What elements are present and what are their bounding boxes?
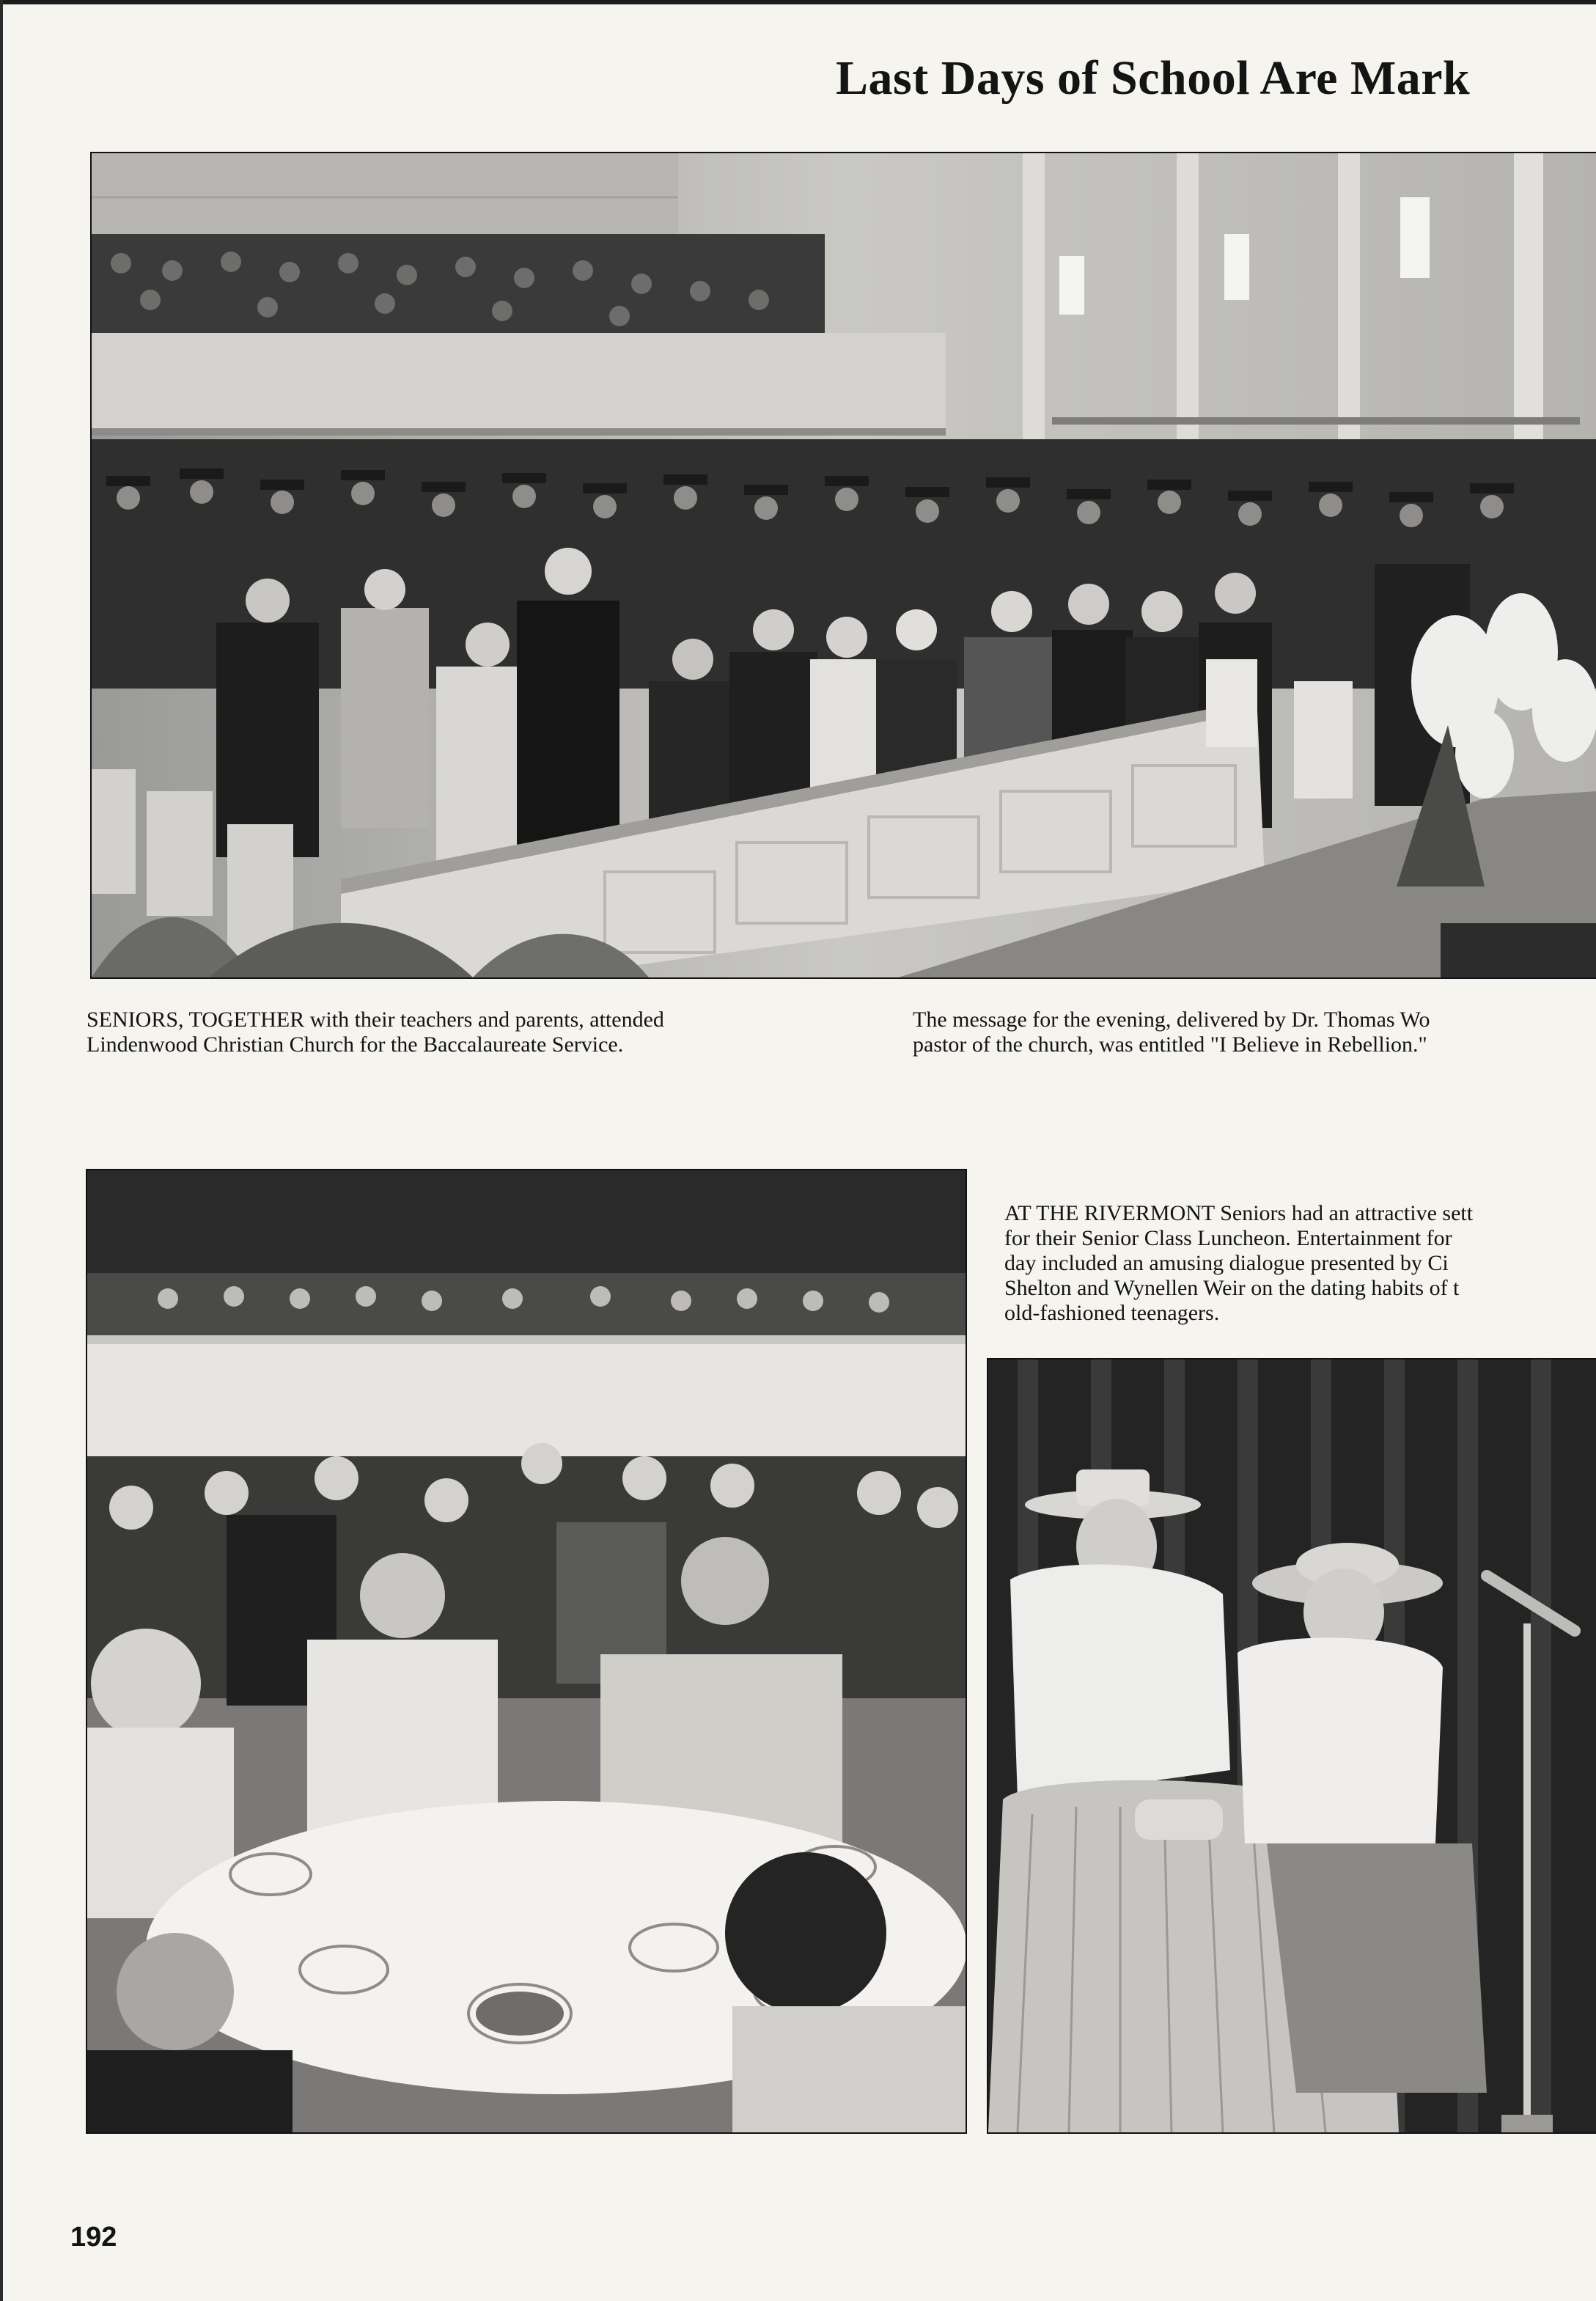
caption-rivermont bbox=[1004, 1201, 1596, 1326]
caption-lead: AT THE RIVERMONT bbox=[1004, 1201, 1215, 1225]
caption-line2: pastor of the church, was entitled "I Believe in Rebellion." bbox=[913, 1032, 1427, 1057]
caption-line3: day included an amusing dialogue presented by Ci bbox=[1004, 1251, 1449, 1275]
caption-line1-text: Seniors had an attractive sett bbox=[1214, 1201, 1474, 1225]
top-edge-rule bbox=[0, 0, 1596, 4]
stage-dialogue-photo bbox=[987, 1358, 1596, 2134]
caption-line4: Shelton and Wynellen Weir on the dating habits of t bbox=[1004, 1276, 1460, 1300]
caption-lead: SENIORS, TOGETHER bbox=[87, 1008, 305, 1032]
caption-line5: old-fashioned teenagers. bbox=[1004, 1301, 1220, 1325]
page-number: 192 bbox=[70, 2222, 117, 2253]
caption-baccalaureate-right bbox=[913, 1008, 1596, 1057]
baccalaureate-photo bbox=[90, 152, 1596, 979]
left-edge-rule bbox=[0, 0, 3, 2301]
caption-line2: Lindenwood Christian Church for the Baccalaureate Service. bbox=[87, 1032, 624, 1057]
luncheon-photo bbox=[86, 1169, 967, 2134]
caption-baccalaureate-left bbox=[87, 1008, 805, 1057]
page-title: Last Days of School Are Mark bbox=[836, 51, 1471, 105]
caption-line1: The message for the evening, delivered by Dr. Thomas Wo bbox=[913, 1008, 1430, 1032]
caption-line2: for their Senior Class Luncheon. Entertainment for bbox=[1004, 1226, 1452, 1250]
caption-line1-text: with their teachers and parents, attended bbox=[304, 1008, 664, 1032]
